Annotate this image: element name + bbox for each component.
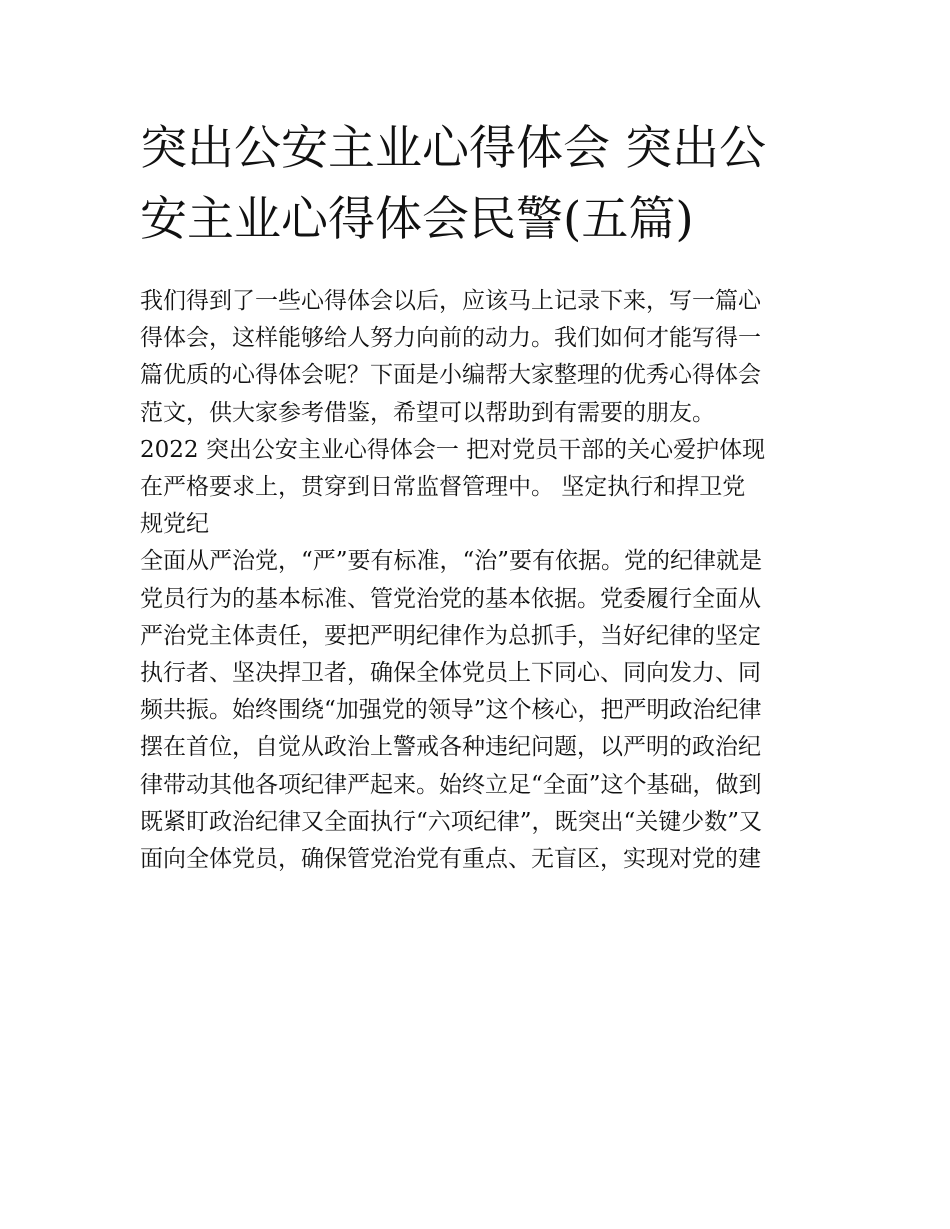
section-heading-paragraph: 2022 突出公安主业心得体会一 把对党员干部的关心爱护体现 在严格要求上，贯穿到日常监督管理中。 坚定执行和捍卫党 规党纪 (140, 436, 766, 538)
document-title: 突出公安主业心得体会 突出公 安主业心得体会民警(五篇) (140, 121, 766, 247)
intro-paragraph: 我们得到了一些心得体会以后，应该马上记录下来，写一篇心 得体会，这样能够给人努力向前的动力。我们如何才能写得一 篇优质的心得体会呢？下面是小编帮大家整理的优秀心得体会 范文，供大家参考借鉴，希望可以帮助到有需要的朋友。 (140, 288, 761, 426)
body-paragraph: 全面从严治党，“严”要有标准，“治”要有依据。党的纪律就是 党员行为的基本标准、管党治党的基本依据。党委履行全面从 严治党主体责任，要把严明纪律作为总抓手，当好纪律的坚定 执行者、坚决捍卫者，确保全体党员上下同心、同向发力、同 频共振。始终围绕“加强党的领导”这个核心，把严明政治纪律 摆在首位，自觉从政治上警戒各种违纪问题，以严明的政治纪 律带动其他各项纪律严起来。始终立足“全面”这个基础，做到 既紧盯政治纪律又全面执行“六项纪律”，既突出“关键少数”又 面向全体党员，确保管党治党有重点、无盲区，实现对党的建 (140, 548, 763, 873)
document-body (140, 283, 830, 878)
